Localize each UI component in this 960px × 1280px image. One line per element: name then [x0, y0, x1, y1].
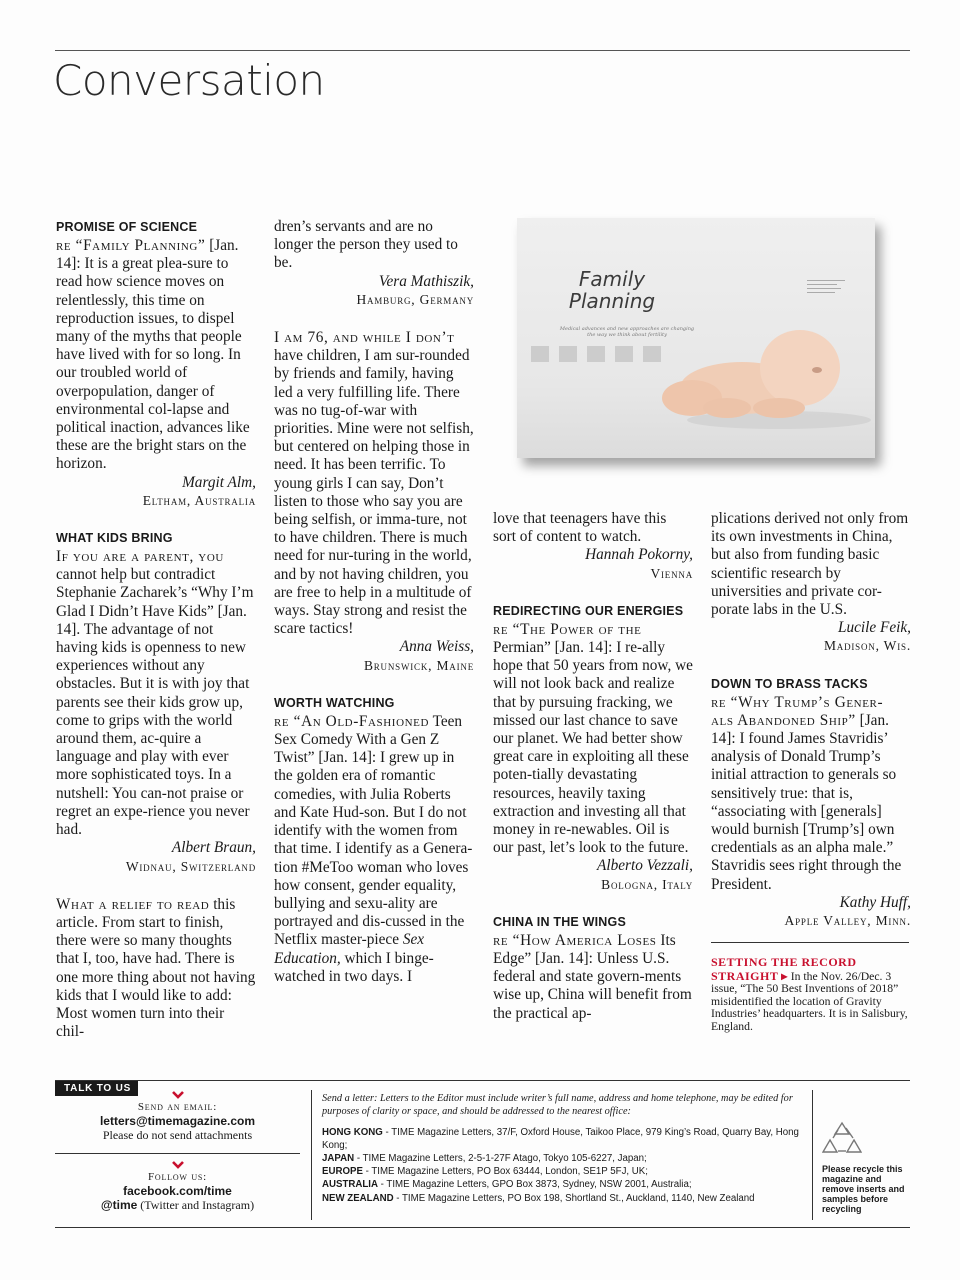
email-link[interactable]: letters@timemagazine.com — [99, 1114, 256, 1128]
signature: Hannah Pokorny, — [585, 546, 693, 564]
letter-lead: re “Family Planning” — [56, 237, 206, 254]
recycle-text: Please recycle this magazine and remove inserts and samples before recycling — [822, 1164, 905, 1214]
talk-to-us-badge: TALK TO US — [55, 1081, 138, 1096]
page-title: Conversation — [53, 56, 325, 105]
twitter-link[interactable]: @time — [100, 1198, 138, 1212]
signature: Margit Alm, — [182, 473, 256, 491]
letter-body — [56, 237, 256, 474]
office-region: JAPAN — [322, 1153, 355, 1164]
letter-body — [274, 329, 474, 638]
heading-down-to-brass-tacks: DOWN TO BRASS TACKS — [711, 676, 868, 691]
heading-redirecting-our-energies: REDIRECTING OUR ENERGIES — [493, 603, 684, 618]
letter-lead: What a relief to read — [56, 895, 210, 913]
show-title: Sex Education, — [274, 931, 425, 967]
chevron-down-icon — [171, 1160, 185, 1169]
location: Hamburg, Germany — [356, 291, 474, 307]
office-text: TIME Magazine Letters, PO Box 198, Shortland St., Auckland, 1140, New Zealand — [402, 1192, 755, 1204]
location: Apple Valley, Minn. — [784, 913, 911, 929]
office-text: TIME Magazine Letters, GPO Box 3873, Sydney, NSW 2001, Australia; — [386, 1179, 692, 1191]
letter-text: cannot help but contradict Stephanie Zacharek’s “Why I’m Glad I Didn’t Have Kids” [Jan. 14]. The advantage of not having kids is openness to new experiences without any obstacles. But it is with joy that parents see their kids grow up, come to grips with the world around them, ac-quire a language and play with ever more sophisticated toys. In a nutshell: You can-not praise or regret an expe-rience you never had. — [56, 566, 254, 839]
office-address: HONG KONG - TIME Magazine Letters, 37/F, Oxford House, Taikoo Place, 979 King’s Road, Quarry Bay, Hong Kong; — [322, 1126, 799, 1151]
office-text: TIME Magazine Letters, PO Box 63444, London, SE1P 5FJ, UK; — [371, 1166, 648, 1178]
heading-promise-of-science: PROMISE OF SCIENCE — [56, 220, 198, 234]
letter-body — [711, 694, 911, 894]
letter-body — [56, 896, 256, 1042]
office-region: NEW ZEALAND — [322, 1192, 394, 1204]
letter-body — [56, 548, 256, 839]
letter-lead: re “The Power of the — [493, 620, 642, 638]
chevron-down-icon — [171, 1090, 185, 1099]
bottom-rule — [55, 1227, 910, 1228]
office-region: AUSTRALIA — [322, 1179, 378, 1191]
location: Bologna, Italy — [601, 876, 693, 892]
top-rule — [55, 50, 910, 51]
record-label: SETTING THE RECORD STRAIGHT — [711, 955, 857, 983]
column-1 — [56, 219, 256, 1041]
follow-label: Follow us: — [147, 1171, 208, 1183]
letter-lead: re “Why Trump’s Gener- — [711, 693, 884, 711]
footer-divider — [311, 1090, 312, 1220]
signature: Vera Mathiszik, — [378, 272, 474, 290]
letter-lead: re “An Old-Fashioned — [274, 712, 430, 730]
letter-text: Teen Sex Comedy With a Gen Z Twist” [Jan. 14]: I grew up in the golden era of romantic comedies, with Julia Roberts and Kate Hud-son. But I do not identify with the women from that time. I identify as a Genera-tion #MeToo woman who loves how consent, gender equality, bullying and sexu-ality are portrayed and dis-cussed in the Netflix master-piece — [274, 712, 473, 949]
letter-intro: Send a letter: Letters to the Editor must include writer’s full name, address and home telephone, may be edited for purposes of clarity or space, and should be addressed to the nearest office: — [322, 1093, 793, 1117]
letter-lead: re “How America Loses — [493, 931, 657, 949]
social-contact — [55, 1160, 300, 1212]
letter-text: which I binge-watched in two days. I — [274, 949, 434, 985]
location: Eltham, Australia — [142, 492, 256, 508]
recycle-icon — [822, 1120, 862, 1156]
letter-lead: als Abandoned Ship” — [711, 711, 856, 729]
contact-divider — [55, 1153, 300, 1154]
signature: Alberto Vezzali, — [596, 857, 693, 875]
email-contact — [55, 1090, 300, 1142]
heading-worth-watching: WORTH WATCHING — [274, 695, 395, 710]
spread-subtitle: Medical advances and new approaches are changing the way we think about fertility — [559, 326, 695, 338]
column-4 — [711, 510, 911, 930]
footer-divider — [812, 1090, 813, 1220]
send-letter-info — [322, 1093, 807, 1205]
column-3 — [493, 510, 693, 1023]
letter-text: [Jan. 14]: It is a great plea-sure to read how science moves on relentlessly, this time on reproduction issues, to dispel many of the myths that people have lived with for so long. In our troubled world of overpopulation, danger of environmental col-lapse and political inaction, advances like these are the bright stars on the horizon. — [56, 237, 250, 473]
email-note: Please do not send attachments — [102, 1128, 253, 1142]
signature: Anna Weiss, — [399, 638, 474, 656]
letter-body: love that teenagers have this sort of content to watch. — [493, 510, 667, 546]
twitter-note: (Twitter and Instagram) — [140, 1198, 255, 1212]
letter-body: dren’s servants and are no longer the person they used to be. — [274, 218, 458, 272]
office-text: TIME Magazine Letters, 2-5-1-27F Atago, Tokyo 105-6227, Japan; — [362, 1153, 647, 1164]
location: Madison, Wis. — [823, 638, 911, 654]
letter-text: Permian” [Jan. 14]: I re-ally hope that 50 years from now, we will not look back and realize that by pursuing fracking, we missed our last chance to save our planet. We had better show great care in exploiting all these poten-tially devastating resources, heavily taxing extraction and investing all that money in re-newables. Oil is our past, let’s look to the future. — [493, 639, 693, 857]
signature: Lucile Feik, — [837, 619, 911, 637]
twitter-line — [55, 1198, 300, 1212]
heading-china-in-the-wings: CHINA IN THE WINGS — [493, 914, 626, 929]
facebook-link[interactable]: facebook.com/time — [123, 1184, 232, 1198]
spread-title-line: Planning — [568, 289, 656, 313]
footer-rule — [55, 1080, 910, 1081]
letter-text: Its Edge” [Jan. 14]: Unless U.S. federal and state govern-ments wise up, China will benefit from the practical ap- — [493, 931, 692, 1022]
arrow-right-icon: ▸ — [781, 968, 788, 983]
letter-lead: If you are a parent, you — [56, 548, 224, 566]
office-region: EUROPE — [322, 1166, 363, 1178]
spread-title-line: Family — [578, 267, 646, 291]
recycle-notice — [822, 1120, 912, 1214]
office-address: NEW ZEALAND - TIME Magazine Letters, PO Box 198, Shortland St., Auckland, 1140, New Zealand — [322, 1192, 755, 1204]
letter-body — [274, 713, 474, 986]
location: Vienna — [650, 565, 693, 581]
setting-the-record-straight — [711, 942, 909, 1034]
heading-what-kids-bring: WHAT KIDS BRING — [56, 531, 173, 546]
signature: Albert Braun, — [171, 839, 256, 857]
office-address: AUSTRALIA - TIME Magazine Letters, GPO Box 3873, Sydney, NSW 2001, Australia; — [322, 1179, 692, 1191]
letter-body — [493, 932, 693, 1023]
office-address: JAPAN - TIME Magazine Letters, 2-5-1-27F Atago, Tokyo 105-6227, Japan; — [322, 1153, 647, 1164]
letter-body — [493, 621, 693, 858]
letter-text: this article. From start to finish, there were so many thoughts that I, too, have had. There is one more thing about not having kids that I would like to add: Most women turn into their chil- — [56, 895, 256, 1041]
location: Brunswick, Maine — [363, 657, 474, 673]
signature: Kathy Huff, — [839, 893, 911, 911]
email-label: Send an email: — [137, 1101, 218, 1113]
letter-text: [Jan. 14]: I found James Stavridis’ analysis of Donald Trump’s initial attraction to generals so sensitively true: that is, “associating with [generals] would burnish [Trump’s] own credentials as an alpha male.” Stavridis sees right through the President. — [711, 711, 902, 893]
letter-body: plications derived not only from its own investments in China, but also from funding basic scientific research by universities and private cor-porate labs in the U.S. — [711, 510, 909, 619]
column-2 — [274, 218, 474, 986]
letter-lead: I am 76, and while I don’t — [274, 329, 455, 347]
office-text: TIME Magazine Letters, 37/F, Oxford House, Taikoo Place, 979 King’s Road, Quarry Bay, Hong Kong; — [322, 1126, 799, 1151]
family-planning-spread-image — [517, 218, 875, 458]
location: Widnau, Switzerland — [125, 858, 256, 874]
baby-illustration — [517, 218, 875, 458]
office-address: EUROPE - TIME Magazine Letters, PO Box 63444, London, SE1P 5FJ, UK; — [322, 1166, 648, 1178]
office-region: HONG KONG — [322, 1126, 383, 1138]
letter-text: have children, I am sur-rounded by friends and family, having led a very fulfilling life. There was no tug-of-war with priorities. Mine were not selfish, but centered on helping those in need. It has been terrific. To young girls I can say, Don’t listen to those who say you are being selfish, or imma-ture, not to have children. There is much need for nur-turing in the world, and by not having children, you are free to help in a multitude of ways. Stay strong and resist the scare tactics! — [274, 347, 474, 638]
record-text: In the Nov. 26/Dec. 3 issue, “The 50 Best Inventions of 2018” misidentified the location of Gravity Industries’ headquarters. It is in Salisbury, England. — [711, 969, 908, 1033]
